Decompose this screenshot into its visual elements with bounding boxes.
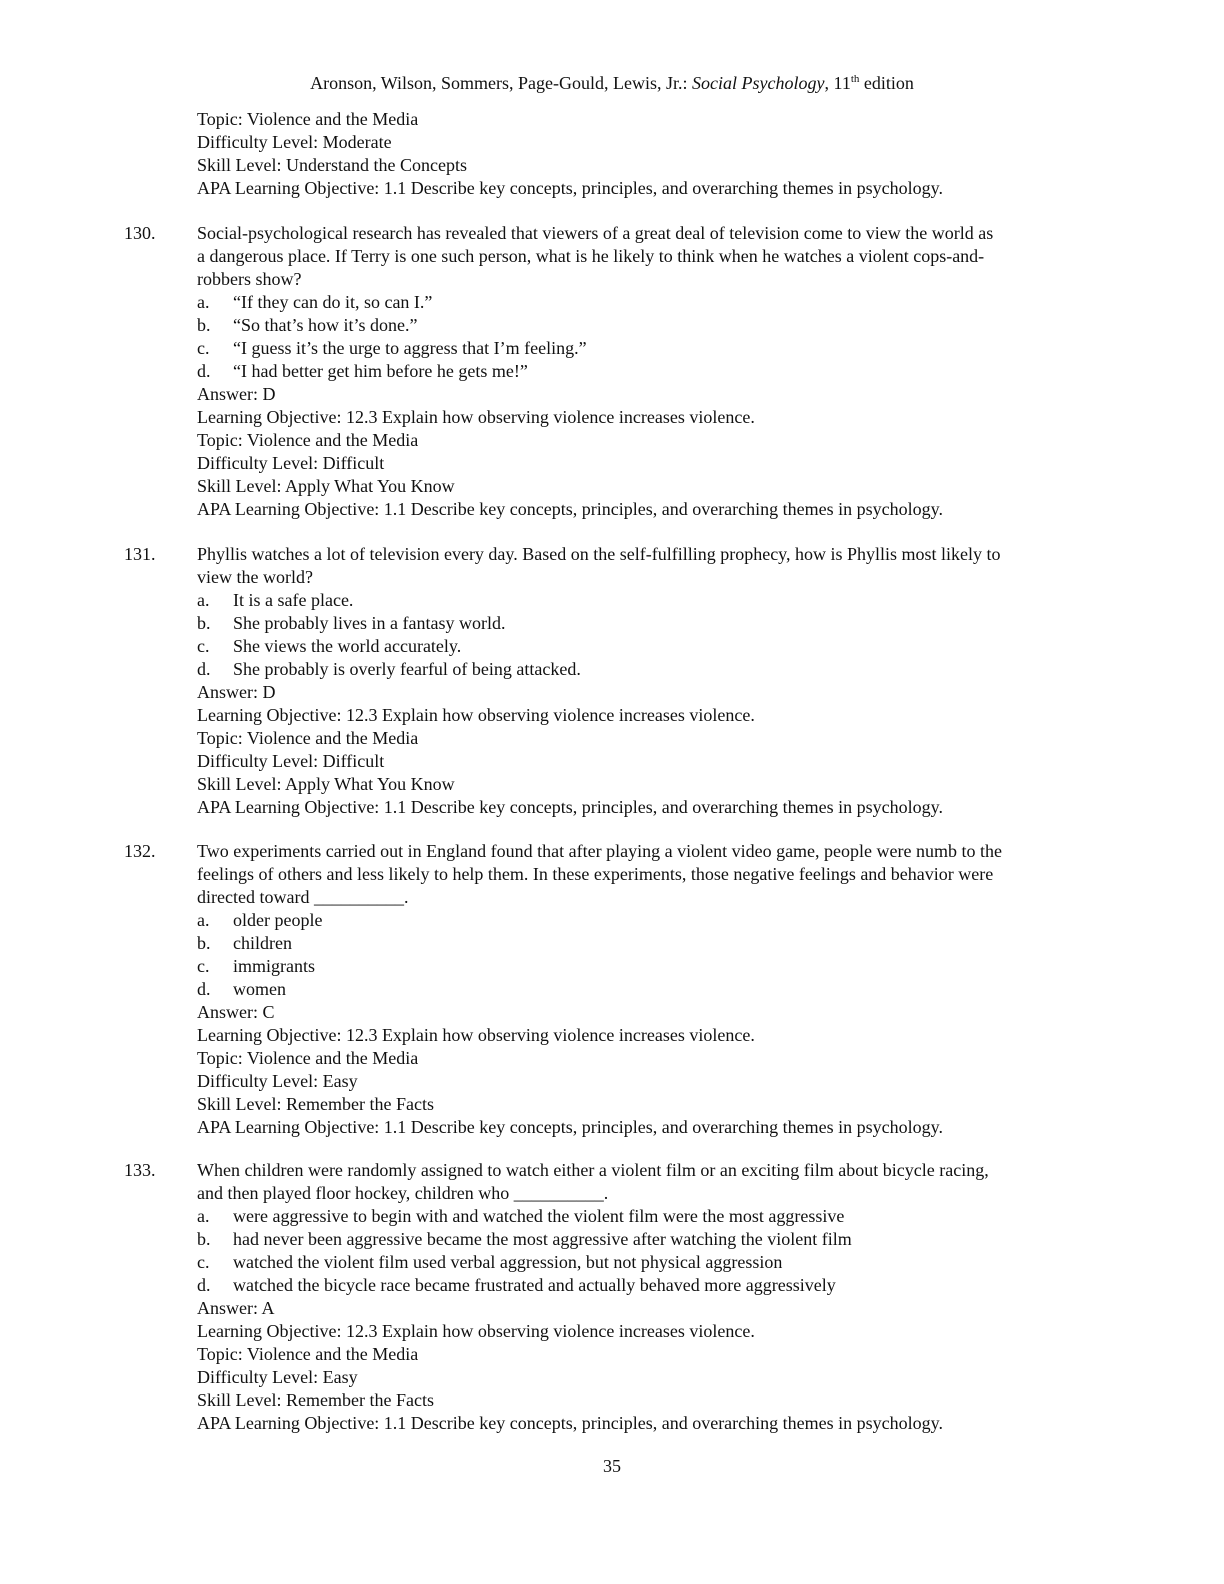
question-132: [197, 840, 1097, 1139]
option-text: immigrants: [233, 956, 315, 976]
option-letter: d.: [197, 361, 211, 381]
meta-skill: Skill Level: Apply What You Know: [197, 476, 455, 496]
question-stem-line: directed toward __________.: [197, 887, 409, 907]
meta-topic: Topic: Violence and the Media: [197, 430, 419, 450]
option-text: She probably is overly fearful of being attacked.: [233, 659, 581, 679]
meta-apa-objective: APA Learning Objective: 1.1 Describe key concepts, principles, and overarching themes in psychology.: [197, 1117, 943, 1137]
question-131: [197, 543, 1097, 819]
answer-option-c: [197, 1251, 1097, 1274]
header-book-title: Social Psychology: [692, 73, 825, 93]
question-stem-line: Social-psychological research has revealed that viewers of a great deal of television come to view the world as: [197, 223, 994, 243]
meta-skill: Skill Level: Understand the Concepts: [197, 155, 467, 175]
intro-meta: [197, 108, 1097, 200]
meta-topic: Topic: Violence and the Media: [197, 1048, 419, 1068]
meta-topic: Topic: Violence and the Media: [197, 109, 419, 129]
option-text: watched the violent film used verbal aggression, but not physical aggression: [233, 1252, 783, 1272]
question-number-133: 133.: [124, 1160, 156, 1180]
answer-option-a: [197, 589, 1097, 612]
answer-option-c: [197, 955, 1097, 978]
option-text: She views the world accurately.: [233, 636, 462, 656]
answer-option-d: [197, 1274, 1097, 1297]
option-text: “I guess it’s the urge to aggress that I’m feeling.”: [233, 338, 587, 358]
answer-option-b: [197, 314, 1097, 337]
answer-option-b: [197, 612, 1097, 635]
option-letter: b.: [197, 933, 211, 953]
meta-difficulty: Difficulty Level: Easy: [197, 1367, 358, 1387]
option-text: had never been aggressive became the most aggressive after watching the violent film: [233, 1229, 852, 1249]
option-letter: b.: [197, 613, 211, 633]
option-text: It is a safe place.: [233, 590, 354, 610]
option-letter: c.: [197, 956, 210, 976]
question-stem-line: feelings of others and less likely to help them. In these experiments, those negative feelings and behavior were: [197, 864, 994, 884]
answer-option-a: [197, 1205, 1097, 1228]
meta-answer: Answer: D: [197, 384, 276, 404]
meta-difficulty: Difficulty Level: Easy: [197, 1071, 358, 1091]
meta-answer: Answer: C: [197, 1002, 275, 1022]
option-letter: c.: [197, 636, 210, 656]
meta-learning-objective: Learning Objective: 12.3 Explain how observing violence increases violence.: [197, 1321, 755, 1341]
meta-answer: Answer: A: [197, 1298, 275, 1318]
option-text: were aggressive to begin with and watched the violent film were the most aggressive: [233, 1206, 845, 1226]
question-stem-line: a dangerous place. If Terry is one such person, what is he likely to think when he watches a violent cops-and-: [197, 246, 985, 266]
question-number-130: 130.: [124, 223, 156, 243]
option-text: older people: [233, 910, 323, 930]
question-130: [197, 222, 1097, 521]
meta-apa-objective: APA Learning Objective: 1.1 Describe key concepts, principles, and overarching themes in psychology.: [197, 178, 943, 198]
question-number-131: 131.: [124, 544, 156, 564]
answer-option-d: [197, 978, 1097, 1001]
meta-skill: Skill Level: Remember the Facts: [197, 1390, 434, 1410]
option-letter: d.: [197, 659, 211, 679]
header-authors: Aronson, Wilson, Sommers, Page-Gould, Lewis, Jr.:: [310, 73, 693, 93]
answer-option-a: [197, 909, 1097, 932]
meta-topic: Topic: Violence and the Media: [197, 1344, 419, 1364]
question-stem-line: Two experiments carried out in England found that after playing a violent video game, people were numb to the: [197, 841, 1002, 861]
option-letter: a.: [197, 292, 210, 312]
option-text: women: [233, 979, 286, 999]
meta-apa-objective: APA Learning Objective: 1.1 Describe key concepts, principles, and overarching themes in psychology.: [197, 797, 943, 817]
option-text: “If they can do it, so can I.”: [233, 292, 433, 312]
answer-option-d: [197, 658, 1097, 681]
answer-option-d: [197, 360, 1097, 383]
meta-apa-objective: APA Learning Objective: 1.1 Describe key concepts, principles, and overarching themes in psychology.: [197, 499, 943, 519]
question-stem-line: robbers show?: [197, 269, 302, 289]
running-header: [0, 72, 1224, 95]
answer-option-c: [197, 635, 1097, 658]
meta-difficulty: Difficulty Level: Difficult: [197, 751, 385, 771]
meta-learning-objective: Learning Objective: 12.3 Explain how observing violence increases violence.: [197, 705, 755, 725]
meta-difficulty: Difficulty Level: Moderate: [197, 132, 392, 152]
option-letter: b.: [197, 315, 211, 335]
option-text: children: [233, 933, 292, 953]
header-edition-suffix: th: [850, 73, 860, 85]
question-stem-line: view the world?: [197, 567, 313, 587]
option-letter: a.: [197, 590, 210, 610]
option-text: watched the bicycle race became frustrated and actually behaved more aggressively: [233, 1275, 836, 1295]
question-stem-line: and then played floor hockey, children who __________.: [197, 1183, 609, 1203]
question-stem-line: Phyllis watches a lot of television every day. Based on the self-fulfilling prophecy, how is Phyllis most likely to: [197, 544, 1001, 564]
answer-option-b: [197, 932, 1097, 955]
question-stem-line: When children were randomly assigned to watch either a violent film or an exciting film about bicycle racing,: [197, 1160, 989, 1180]
meta-topic: Topic: Violence and the Media: [197, 728, 419, 748]
answer-option-c: [197, 337, 1097, 360]
option-letter: a.: [197, 910, 210, 930]
option-text: “So that’s how it’s done.”: [233, 315, 418, 335]
header-edition-label: edition: [859, 73, 914, 93]
page-number: 35: [603, 1456, 621, 1476]
answer-option-b: [197, 1228, 1097, 1251]
answer-option-a: [197, 291, 1097, 314]
option-letter: c.: [197, 338, 210, 358]
header-edition: , 11: [824, 73, 851, 93]
meta-learning-objective: Learning Objective: 12.3 Explain how observing violence increases violence.: [197, 407, 755, 427]
option-letter: b.: [197, 1229, 211, 1249]
meta-apa-objective: APA Learning Objective: 1.1 Describe key concepts, principles, and overarching themes in psychology.: [197, 1413, 943, 1433]
meta-answer: Answer: D: [197, 682, 276, 702]
option-letter: d.: [197, 979, 211, 999]
meta-difficulty: Difficulty Level: Difficult: [197, 453, 385, 473]
meta-skill: Skill Level: Apply What You Know: [197, 774, 455, 794]
question-number-132: 132.: [124, 841, 156, 861]
option-text: “I had better get him before he gets me!”: [233, 361, 528, 381]
meta-learning-objective: Learning Objective: 12.3 Explain how observing violence increases violence.: [197, 1025, 755, 1045]
option-letter: a.: [197, 1206, 210, 1226]
meta-skill: Skill Level: Remember the Facts: [197, 1094, 434, 1114]
option-letter: c.: [197, 1252, 210, 1272]
option-letter: d.: [197, 1275, 211, 1295]
question-133: [197, 1159, 1097, 1435]
option-text: She probably lives in a fantasy world.: [233, 613, 506, 633]
